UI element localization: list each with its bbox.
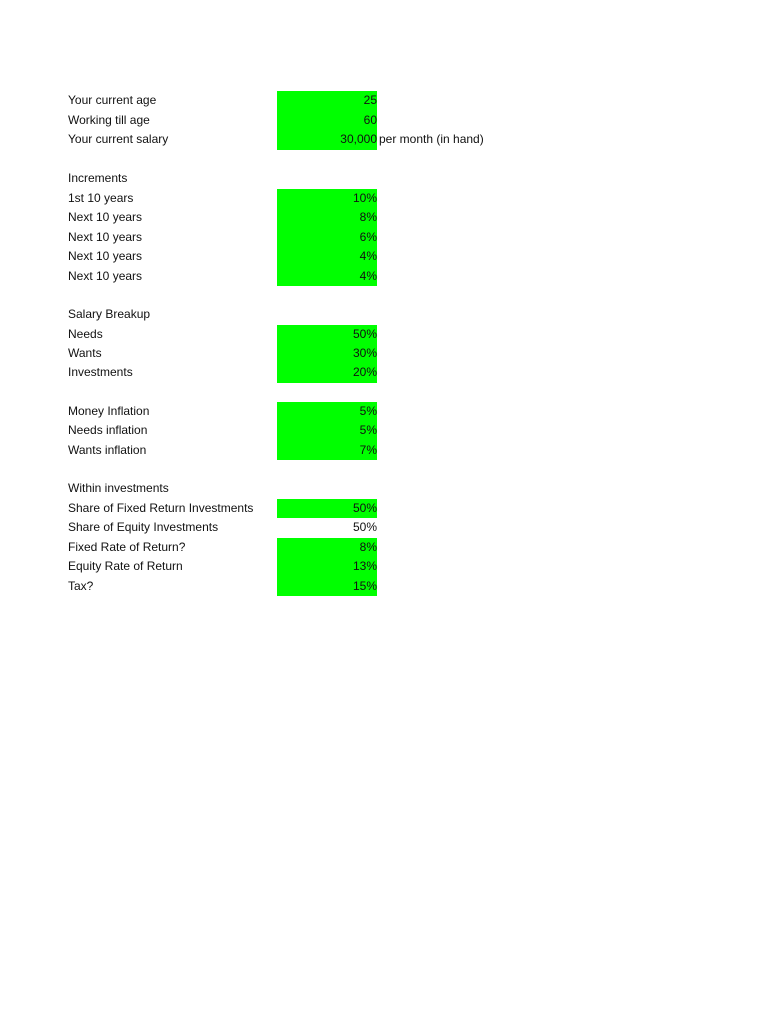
equity-share-cell: 50% bbox=[352, 520, 377, 534]
equity-rate-row bbox=[0, 557, 768, 577]
increment-row bbox=[0, 189, 768, 209]
inflation-row-wants bbox=[0, 441, 768, 461]
tax-cell[interactable]: 15% bbox=[277, 577, 377, 597]
increment-cell[interactable]: 10% bbox=[277, 189, 377, 209]
increment-cell[interactable]: 8% bbox=[277, 208, 377, 228]
increment-cell[interactable]: 4% bbox=[277, 267, 377, 287]
increment-row bbox=[0, 208, 768, 228]
increment-label: 1st 10 years bbox=[68, 190, 134, 205]
fixed-rate-row bbox=[0, 538, 768, 558]
salary-note: per month (in hand) bbox=[379, 132, 484, 146]
increment-label: Next 10 years bbox=[68, 249, 143, 263]
fixed-rate-cell[interactable]: 8% bbox=[277, 538, 377, 558]
equity-rate-label: Equity Rate of Return bbox=[68, 559, 183, 573]
inflation-row-needs bbox=[0, 421, 768, 441]
fixed-rate-label: Fixed Rate of Return? bbox=[68, 539, 186, 554]
needs-inflation-cell[interactable]: 5% bbox=[277, 421, 377, 441]
row-current-salary bbox=[0, 130, 768, 150]
equity-rate-cell[interactable]: 13% bbox=[277, 557, 377, 577]
wants-label: Wants bbox=[68, 346, 102, 360]
salary-breakup-header-row bbox=[0, 305, 768, 325]
wants-inflation-label: Wants inflation bbox=[68, 442, 147, 457]
working-till-age-cell[interactable]: 60 bbox=[277, 111, 377, 131]
current-salary-cell[interactable]: 30,000 bbox=[277, 130, 377, 150]
equity-share-row bbox=[0, 518, 768, 538]
inflation-row-money bbox=[0, 402, 768, 422]
within-investments-header: Within investments bbox=[68, 481, 169, 495]
breakup-row-investments bbox=[0, 363, 768, 383]
fixed-share-label: Share of Fixed Return Investments bbox=[68, 500, 254, 515]
working-till-age-label: Working till age bbox=[68, 112, 150, 127]
wants-inflation-cell[interactable]: 7% bbox=[277, 441, 377, 461]
money-inflation-cell[interactable]: 5% bbox=[277, 402, 377, 422]
increment-label: Next 10 years bbox=[68, 229, 143, 244]
increment-row bbox=[0, 228, 768, 248]
increment-cell[interactable]: 6% bbox=[277, 228, 377, 248]
needs-inflation-label: Needs inflation bbox=[68, 423, 148, 437]
increment-label: Next 10 years bbox=[68, 268, 143, 283]
increment-row bbox=[0, 267, 768, 287]
row-working-till-age bbox=[0, 111, 768, 131]
wants-cell[interactable]: 30% bbox=[277, 344, 377, 364]
fixed-share-row bbox=[0, 499, 768, 519]
needs-label: Needs bbox=[68, 326, 103, 341]
increment-row bbox=[0, 247, 768, 267]
tax-row bbox=[0, 577, 768, 597]
current-age-cell[interactable]: 25 bbox=[277, 91, 377, 111]
equity-share-label: Share of Equity Investments bbox=[68, 520, 219, 534]
current-age-label: Your current age bbox=[68, 93, 157, 107]
fixed-share-cell[interactable]: 50% bbox=[277, 499, 377, 519]
current-salary-label: Your current salary bbox=[68, 132, 169, 146]
money-inflation-label: Money Inflation bbox=[68, 404, 150, 418]
increments-header: Increments bbox=[68, 171, 128, 185]
increment-label: Next 10 years bbox=[68, 210, 143, 224]
needs-cell[interactable]: 50% bbox=[277, 325, 377, 345]
tax-label: Tax? bbox=[68, 578, 94, 593]
breakup-row-needs bbox=[0, 325, 768, 345]
breakup-row-wants bbox=[0, 344, 768, 364]
row-current-age bbox=[0, 91, 768, 111]
increment-cell[interactable]: 4% bbox=[277, 247, 377, 267]
within-investments-header-row bbox=[0, 479, 768, 499]
investments-label: Investments bbox=[68, 365, 133, 379]
increments-header-row bbox=[0, 169, 768, 189]
investments-cell[interactable]: 20% bbox=[277, 363, 377, 383]
salary-breakup-header: Salary Breakup bbox=[68, 307, 151, 321]
